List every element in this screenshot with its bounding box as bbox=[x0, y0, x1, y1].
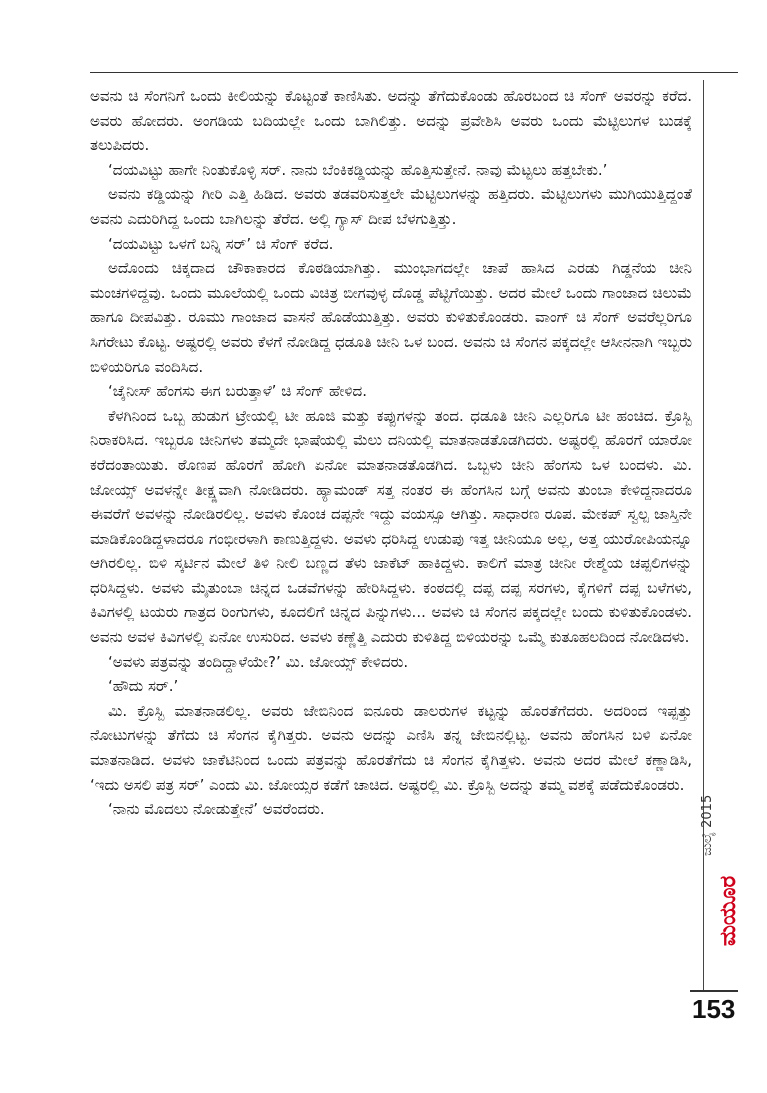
article-body bbox=[90, 84, 692, 822]
paragraph: ‘ಅವಳು ಪತ್ರವನ್ನು ತಂದಿದ್ದಾಳೆಯೇ?’ ಮಿ. ಜೋಯ್ಸ್ ಕೇಳಿದರು. bbox=[108, 652, 409, 671]
paragraph: ‘ದಯವಿಟ್ಟು ಹಾಗೇ ನಿಂತುಕೊಳ್ಳಿ ಸರ್. ನಾನು ಬೆಂಕಿಕಡ್ಡಿಯನ್ನು ಹೊತ್ತಿಸುತ್ತೇನೆ. ನಾವು ಮೆಟ್ಟಲು ಹತ್ತಬೇಕು.’ bbox=[108, 160, 608, 179]
top-rule bbox=[90, 72, 738, 73]
paragraph: ಕೆಳಗಿನಿಂದ ಒಬ್ಬ ಹುಡುಗ ಟ್ರೇಯಲ್ಲಿ ಟೀ ಹೂಜಿ ಮತ್ತು ಕಪ್ಪುಗಳನ್ನು ತಂದ. ಧಡೂತಿ ಚೀನಿ ಎಲ್ಲರಿಗೂ ಟೀ ಹಂಚಿದ. ಕ್ರೊಸ್ಬಿ ನಿರಾಕರಿಸಿದ. ಇಬ್ಬರೂ ಚೀನಿಗಳು ತಮ್ಮದೇ ಭಾಷೆಯಲ್ಲಿ ಮೆಲು ದನಿಯಲ್ಲಿ ಮಾತನಾಡತೊಡಗಿದರು. ಅಷ್ಟರಲ್ಲಿ ಹೊರಗೆ ಯಾರೋ ಕರೆದಂತಾಯಿತು. ಠೊಣಪ ಹೊರಗೆ ಹೋಗಿ ಏನೋ ಮಾತನಾಡತೊಡಗಿದ. ಒಬ್ಬಳು ಚೀನಿ ಹೆಂಗಸು ಒಳ ಬಂದಳು. ಮಿ. ಜೋಯ್ಸ್ ಅವಳನ್ನೇ ತೀಕ್ಷ್ಣವಾಗಿ ನೋಡಿದರು. ಹ್ಯಾಮಂಡ್ ಸತ್ತ ನಂತರ ಈ ಹೆಂಗಸಿನ ಬಗ್ಗೆ ಅವನು ತುಂಬಾ ಕೇಳಿದ್ದನಾದರೂ ಈವರೆಗೆ ಅವಳನ್ನು ನೋಡಿರಲಿಲ್ಲ. ಅವಳು ಕೊಂಚ ದಪ್ಪನೇ ಇದ್ದು ವಯಸ್ಸೂ ಆಗಿತ್ತು. ಸಾಧಾರಣ ರೂಪ. ಮೇಕಪ್ ಸ್ವಲ್ಪ ಜಾಸ್ತಿನೇ ಮಾಡಿಕೊಂಡಿದ್ದಳಾದರೂ ಗಂಭೀರಳಾಗಿ ಕಾಣುತ್ತಿದ್ದಳು. ಅವಳು ಧರಿಸಿದ್ದ ಉಡುಪು ಇತ್ತ ಚೀನಿಯೂ ಅಲ್ಲ, ಅತ್ತ ಯುರೋಪಿಯನ್ನೂ ಆಗಿರಲಿಲ್ಲ. ಬಿಳಿ ಸ್ಕರ್ಟಿನ ಮೇಲೆ ತಿಳಿ ನೀಲಿ ಬಣ್ಣದ ತೆಳು ಜಾಕೆಟ್ ಹಾಕಿದ್ದಳು. ಕಾಲಿಗೆ ಮಾತ್ರ ಚೀನೀ ರೇಶ್ಮೆಯ ಚಪ್ಪಲಿಗಳನ್ನು ಧರಿಸಿದ್ದಳು. ಅವಳು ಮೈತುಂಬಾ ಚಿನ್ನದ ಒಡವೆಗಳನ್ನು ಹೇರಿಸಿದ್ದಳು. ಕಂಠದಲ್ಲಿ ದಪ್ಪ ದಪ್ಪ ಸರಗಳು, ಕೈಗಳಿಗೆ ದಪ್ಪ ಬಳೆಗಳು, ಕಿವಿಗಳಲ್ಲಿ ಟಯರು ಗಾತ್ರದ ರಿಂಗುಗಳು, ಕೂದಲಿಗೆ ಚಿನ್ನದ ಪಿನ್ನುಗಳು... ಅವಳು ಚಿ ಸೆಂಗನ ಪಕ್ಕದಲ್ಲೇ ಬಂದು ಕುಳಿತುಕೊಂಡಳು. ಅವನು ಅವಳ ಕಿವಿಗಳಲ್ಲಿ ಏನೋ ಉಸುರಿದ. ಅವಳು ಕಣ್ಣೆತ್ತಿ ಎದುರು ಕುಳಿತಿದ್ದ ಬಿಳಿಯರನ್ನು ಒಮ್ಮೆ ಕುತೂಹಲದಿಂದ ನೋಡಿದಳು. bbox=[90, 406, 692, 647]
issue-date: ಜುಲೈ 2015 bbox=[700, 794, 715, 856]
paragraph: ‘ಹೌದು ಸರ್.’ bbox=[108, 677, 179, 696]
page-number: 153 bbox=[692, 994, 736, 1024]
paragraph: ಅದೊಂದು ಚಿಕ್ಕದಾದ ಚೌಕಾಕಾರದ ಕೊಠಡಿಯಾಗಿತ್ತು. ಮುಂಭಾಗದಲ್ಲೇ ಚಾಪೆ ಹಾಸಿದ ಎರಡು ಗಿಡ್ಡನೆಯ ಚೀನಿ ಮಂಚಗಳಿದ್ದವು. ಒಂದು ಮೂಲೆಯಲ್ಲಿ ಒಂದು ವಿಚಿತ್ರ ಬೀಗವುಳ್ಳ ದೊಡ್ಡ ಪೆಟ್ಟಿಗೆಯಿತ್ತು. ಅದರ ಮೇಲೆ ಒಂದು ಗಾಂಜಾದ ಚಿಲುಮೆ ಹಾಗೂ ದೀಪವಿತ್ತು. ರೂಮು ಗಾಂಜಾದ ವಾಸನೆ ಹೊಡೆಯುತ್ತಿತ್ತು. ಅವರು ಕುಳಿತುಕೊಂಡರು. ವಾಂಗ್ ಚಿ ಸೆಂಗ್ ಅವರೆಲ್ಲರಿಗೂ ಸಿಗರೇಟು ಕೊಟ್ಟ. ಅಷ್ಟರಲ್ಲಿ ಅವರು ಕೆಳಗೆ ನೋಡಿದ್ದ ಧಡೂತಿ ಚೀನಿ ಒಳ ಬಂದ. ಅವನು ಚಿ ಸೆಂಗನ ಪಕ್ಕದಲ್ಲೇ ಆಸೀನನಾಗಿ ಇಬ್ಬರು ಬಿಳಿಯರಿಗೂ ವಂದಿಸಿದ. bbox=[90, 259, 692, 376]
paragraph: ‘ದಯವಿಟ್ಟು ಒಳಗೆ ಬನ್ನಿ ಸರ್’ ಚಿ ಸೆಂಗ್ ಕರೆದ. bbox=[108, 234, 334, 253]
paragraph: ‘ನಾನು ಮೊದಲು ನೋಡುತ್ತೇನೆ’ ಅವರೆಂದರು. bbox=[108, 800, 325, 819]
paragraph: ‘ಚೈನೀಸ್ ಹೆಂಗಸು ಈಗ ಬರುತ್ತಾಳೆ’ ಚಿ ಸೆಂಗ್ ಹೇಳಿದ. bbox=[108, 382, 367, 401]
paragraph: ಮಿ. ಕ್ರೊಸ್ಬಿ ಮಾತನಾಡಲಿಲ್ಲ. ಅವರು ಜೇಬಿನಿಂದ ಐನೂರು ಡಾಲರುಗಳ ಕಟ್ಟನ್ನು ಹೊರತೆಗೆದರು. ಅದರಿಂದ ಇಪ್ಪತ್ತು ನೋಟುಗಳನ್ನು ತೆಗೆದು ಚಿ ಸೆಂಗನ ಕೈಗಿತ್ತರು. ಅವನು ಅದನ್ನು ಎಣಿಸಿ ತನ್ನ ಜೇಬಿನಲ್ಲಿಟ್ಟ. ಅವನು ಹೆಂಗಸಿನ ಬಳಿ ಏನೋ ಮಾತನಾಡಿದ. ಅವಳು ಜಾಕೆಟಿನಿಂದ ಒಂದು ಪತ್ರವನ್ನು ಹೊರತೆಗೆದು ಚಿ ಸೆಂಗನ ಕೈಗಿತ್ತಳು. ಅವನು ಅದರ ಮೇಲೆ ಕಣ್ಣಾಡಿಸಿ, ‘ಇದು ಅಸಲಿ ಪತ್ರ ಸರ್’ ಎಂದು ಮಿ. ಜೋಯ್ಸರ ಕಡೆಗೆ ಚಾಚಿದ. ಅಷ್ಟರಲ್ಲಿ ಮಿ. ಕ್ರೊಸ್ಬಿ ಅದನ್ನು ತಮ್ಮ ವಶಕ್ಕೆ ಪಡೆದುಕೊಂಡರು. bbox=[90, 701, 692, 794]
paragraph: ಅವನು ಕಡ್ಡಿಯನ್ನು ಗೀರಿ ಎತ್ತಿ ಹಿಡಿದ. ಅವರು ತಡವರಿಸುತ್ತಲೇ ಮೆಟ್ಟಿಲುಗಳನ್ನು ಹತ್ತಿದರು. ಮೆಟ್ಟಿಲುಗಳು ಮುಗಿಯುತ್ತಿದ್ದಂತೆ ಅವನು ಎದುರಿಗಿದ್ದ ಒಂದು ಬಾಗಿಲನ್ನು ತೆರೆದ. ಅಲ್ಲಿ ಗ್ಯಾಸ್ ದೀಪ ಬೆಳಗುತ್ತಿತ್ತು. bbox=[90, 185, 692, 228]
paragraph: ಅವನು ಚಿ ಸೆಂಗನಿಗೆ ಒಂದು ಕೀಲಿಯನ್ನು ಕೊಟ್ಟಂತೆ ಕಾಣಿಸಿತು. ಅದನ್ನು ತೆಗೆದುಕೊಂಡು ಹೊರಬಂದ ಚಿ ಸೆಂಗ್ ಅವರನ್ನು ಕರೆದ. ಅವರು ಹೋದರು. ಅಂಗಡಿಯ ಬದಿಯಲ್ಲೇ ಒಂದು ಬಾಗಿಲಿತ್ತು. ಅದನ್ನು ಪ್ರವೇಶಿಸಿ ಅವರು ಒಂದು ಮೆಟ್ಟಿಲುಗಳ ಬುಡಕ್ಕೆ ತಲುಪಿದರು. bbox=[90, 87, 692, 155]
page-number-rule bbox=[690, 990, 738, 992]
magazine-logo: ಮಯೂರ bbox=[716, 875, 741, 946]
